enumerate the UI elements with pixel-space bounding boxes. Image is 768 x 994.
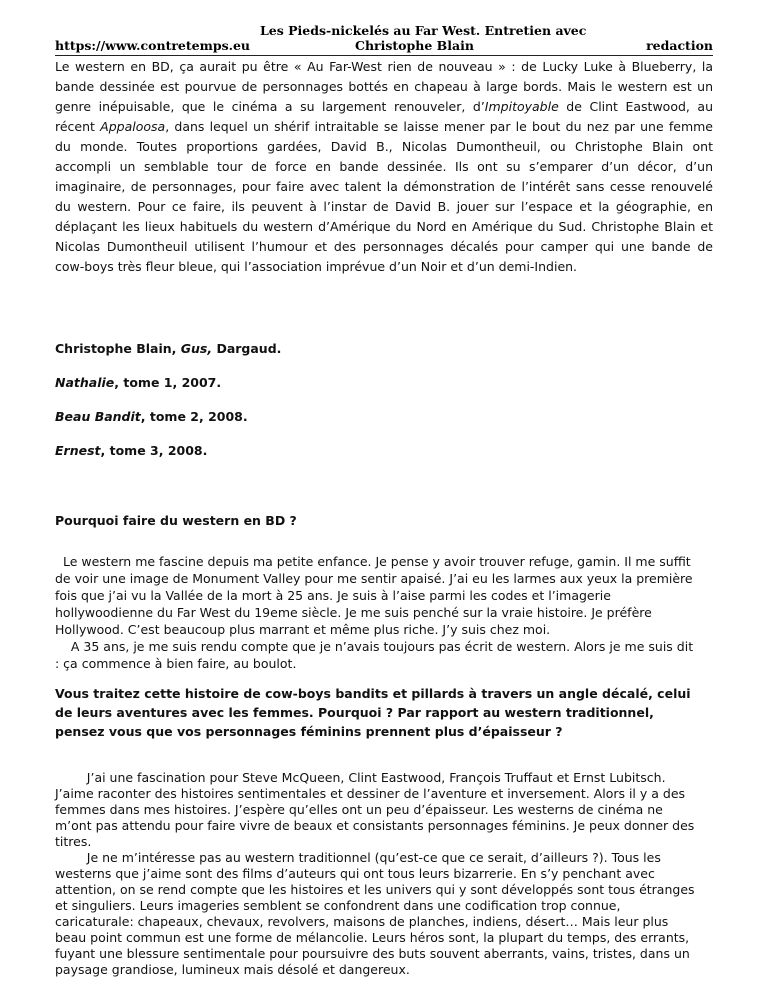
volume-info: , tome 1, 2007. [114, 375, 222, 390]
book-volume [55, 442, 207, 459]
text-line: Hollywood. C’est beaucoup plus marrant et même plus riche. J’y suis chez moi. [55, 622, 551, 637]
book-author: Christophe Blain, [55, 341, 181, 356]
volume-info: , tome 3, 2008. [100, 443, 208, 458]
question-2 [55, 684, 713, 741]
text-line: imaginaire, de personnages, pour faire avec talent la démonstration de l’intérêt sans cesse renouvelé [55, 179, 713, 194]
text-line: genre inépuisable, que le cinéma a su largement renouveler, d’Impitoyable de Clint Eastwood, au [55, 99, 713, 114]
text-line: J’aime raconter des histoires sentimentales et dessiner de l’aventure et inversement. Alors il y a des [55, 786, 686, 801]
text-line: femmes dans mes histoires. J’espère qu’elles ont un peu d’épaisseur. Les westerns de cinéma ne [55, 802, 663, 817]
volume-info: , tome 2, 2008. [140, 409, 248, 424]
text-line: Vous traitez cette histoire de cow-boys bandits et pillards à travers un angle décalé, celui [55, 686, 691, 701]
document-title-line1: Les Pieds-nickelés au Far West. Entretien avec [260, 23, 587, 38]
text-line: Nicolas Dumontheuil utilisent l’humour et des personnages décalés pour camper qui une bande de [55, 239, 713, 254]
text-line: bande dessinée est pourvue de personnages bottés en chapeau à large bords. Mais le western est un [55, 79, 713, 94]
volume-title: Nathalie [55, 375, 115, 390]
text-line: Le western me fascine depuis ma petite enfance. Je pense y avoir trouver refuge, gamin. Il me suffit [55, 554, 691, 569]
book-publisher: Dargaud. [212, 341, 282, 356]
text-line: déplaçant les lieux habituels du western d’Amérique du Nord en Amérique du Sud. Christophe Blain et [55, 219, 713, 234]
text-line: westerns que j’aime sont des films d’auteurs qui ont tous leurs bizarrerie. En s’y penchant avec [55, 866, 655, 881]
text-line: hollywoodienne du Far West du 19eme siècle. Je me suis penché sur la vraie histoire. Je préfère [55, 605, 652, 620]
text-line: J’ai une fascination pour Steve McQueen, Clint Eastwood, François Truffaut et Ernst Lubitsch. [55, 770, 666, 785]
text-line: du western. Pour ce faire, ils peuvent à l’instar de David B. jouer sur l’espace et la géographie, en [55, 199, 713, 214]
text-line: attention, on se rend compte que les histoires et les univers qui y sont développés sont tous étranges [55, 882, 695, 897]
answer-1 [55, 553, 713, 672]
text-line: fois que j’ai vu la Vallée de la mort à 25 ans. Je suis à l’aise parmi les codes et l’imagerie [55, 588, 611, 603]
question-1: Pourquoi faire du western en BD ? [55, 513, 297, 528]
text-line: accompli un semblable tour de force en bande dessinée. Ils ont su s’emparer d’un décor, d’un [55, 159, 713, 174]
text-line: fuyant une blessure sentimentale pour poursuivre des buts souvent aberrants, vains, tristes, dans un [55, 946, 690, 961]
text-line: A 35 ans, je me suis rendu compte que je n’avais toujours pas écrit de western. Alors je me suis dit [55, 639, 694, 654]
volume-title: Ernest [55, 443, 101, 458]
text-line: cow-boys très fleur bleue, qui l’association imprévue d’un Noir et d’un demi-Indien. [55, 259, 578, 274]
site-url: https://www.contretemps.eu [55, 38, 251, 53]
book-volume [55, 374, 221, 391]
book-series-title: Gus, [180, 341, 213, 356]
text-line: Je ne m’intéresse pas au western traditionnel (qu’est-ce que ce serait, d’ailleurs ?). Tous les [55, 850, 661, 865]
section-label: redaction [646, 38, 713, 53]
text-line: m’ont pas attendu pour faire vivre de beaux et consistants personnages féminins. Je peux donner des [55, 818, 695, 833]
document-title-line2: Christophe Blain [355, 38, 474, 53]
book-volume [55, 408, 248, 425]
text-line: récent Appaloosa, dans lequel un shérif intraitable se laisse mener par le bout du nez par une femme [55, 119, 713, 134]
text-line: titres. [55, 834, 92, 849]
text-line: Le western en BD, ça aurait pu être « Au Far-West rien de nouveau » : de Lucky Luke à Blueberry, la [55, 59, 713, 74]
text-line: : ça commence à bien faire, au boulot. [55, 656, 297, 671]
header-rule [55, 55, 713, 56]
text-line: de voir une image de Monument Valley pour me sentir apaisé. J’ai eu les larmes aux yeux la première [55, 571, 693, 586]
text-line: du monde. Toutes proportions gardées, David B., Nicolas Dumontheuil, ou Christophe Blain ont [55, 139, 713, 154]
text-line: beau point commun est une forme de mélancolie. Leurs héros sont, la plupart du temps, des errants, [55, 930, 690, 945]
text-line: caricaturale: chapeaux, chevaux, revolvers, maisons de planches, indiens, désert… Mais leur plus [55, 914, 669, 929]
book-series [55, 340, 281, 357]
volume-title: Beau Bandit [55, 409, 141, 424]
text-line: et singuliers. Leurs imageries semblent se confondrent dans une codification trop connue, [55, 898, 621, 913]
answer-2 [55, 770, 713, 978]
text-line: de leurs aventures avec les femmes. Pourquoi ? Par rapport au western traditionnel, [55, 705, 654, 720]
text-line: paysage grandiose, lumineux mais désolé et dangereux. [55, 962, 410, 977]
text-line: pensez vous que vos personnages féminins prennent plus d’épaisseur ? [55, 724, 563, 739]
intro-paragraph [55, 57, 713, 277]
